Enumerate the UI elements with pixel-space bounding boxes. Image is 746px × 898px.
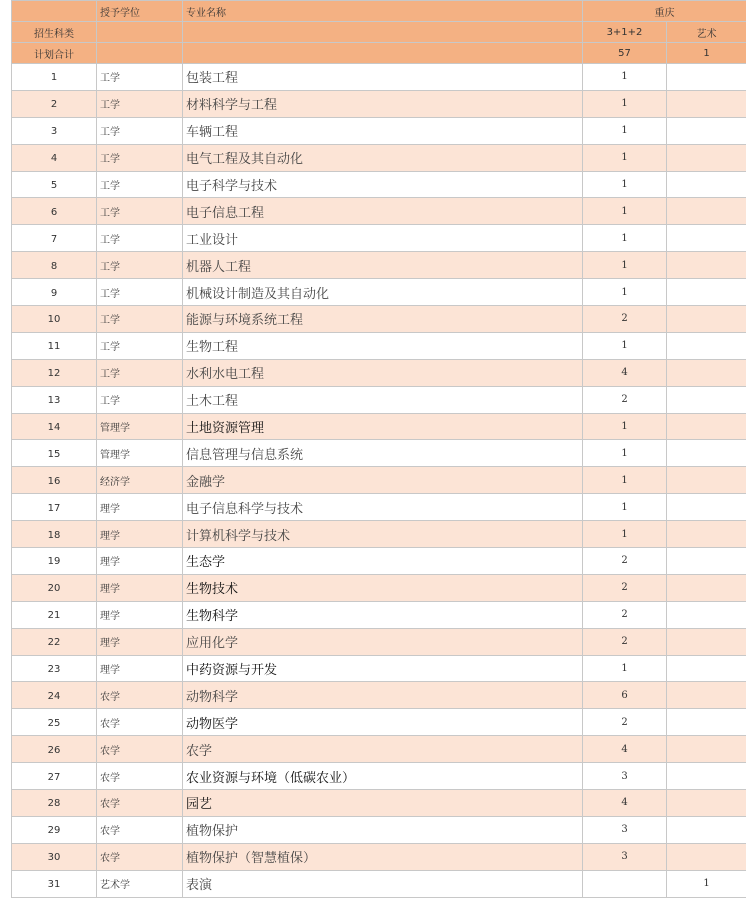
header-province-group: 重庆 — [583, 1, 746, 22]
row-major-name: 土地资源管理 — [183, 413, 583, 440]
row-major-name: 植物保护 — [183, 816, 583, 843]
table-row — [12, 494, 746, 521]
total-art: 1 — [667, 43, 746, 64]
row-plan-312: 2 — [583, 628, 667, 655]
row-plan-art — [667, 736, 746, 763]
row-major-name: 电子信息科学与技术 — [183, 494, 583, 521]
row-major-name: 机器人工程 — [183, 252, 583, 279]
row-major-name: 材料科学与工程 — [183, 90, 583, 117]
row-plan-312: 1 — [583, 655, 667, 682]
header-row-2 — [12, 22, 746, 43]
row-major-name: 金融学 — [183, 467, 583, 494]
row-degree: 理学 — [97, 628, 183, 655]
row-degree: 农学 — [97, 682, 183, 709]
row-plan-art — [667, 90, 746, 117]
row-degree: 农学 — [97, 763, 183, 790]
row-degree: 农学 — [97, 736, 183, 763]
row-plan-312: 4 — [583, 359, 667, 386]
row-number: 18 — [12, 521, 97, 548]
table-row — [12, 628, 746, 655]
row-major-name: 电气工程及其自动化 — [183, 144, 583, 171]
table-row — [12, 252, 746, 279]
row-degree: 工学 — [97, 386, 183, 413]
header-subject-art: 艺术 — [667, 22, 746, 43]
table-row — [12, 548, 746, 575]
table-row — [12, 198, 746, 225]
row-degree: 工学 — [97, 252, 183, 279]
header-row2-degree — [97, 22, 183, 43]
row-major-name: 包装工程 — [183, 64, 583, 91]
row-degree: 工学 — [97, 117, 183, 144]
row-major-name: 农学 — [183, 736, 583, 763]
header-category: 招生科类 — [12, 22, 97, 43]
row-plan-312: 1 — [583, 494, 667, 521]
header-cell-blank — [12, 1, 97, 22]
row-plan-art — [667, 816, 746, 843]
row-plan-art — [667, 574, 746, 601]
row-number: 13 — [12, 386, 97, 413]
table-row — [12, 332, 746, 359]
row-plan-art — [667, 709, 746, 736]
header-row2-name — [183, 22, 583, 43]
row-number: 10 — [12, 306, 97, 333]
row-major-name: 工业设计 — [183, 225, 583, 252]
row-degree: 工学 — [97, 171, 183, 198]
row-degree: 工学 — [97, 90, 183, 117]
row-number: 4 — [12, 144, 97, 171]
row-plan-312: 1 — [583, 440, 667, 467]
row-degree: 理学 — [97, 655, 183, 682]
row-plan-art — [667, 171, 746, 198]
row-number: 22 — [12, 628, 97, 655]
row-degree: 工学 — [97, 144, 183, 171]
row-degree: 工学 — [97, 64, 183, 91]
row-plan-312: 2 — [583, 574, 667, 601]
row-plan-312: 1 — [583, 144, 667, 171]
row-plan-312: 2 — [583, 386, 667, 413]
row-number: 3 — [12, 117, 97, 144]
row-major-name: 生物工程 — [183, 332, 583, 359]
row-number: 21 — [12, 601, 97, 628]
row-plan-art — [667, 117, 746, 144]
row-major-name: 应用化学 — [183, 628, 583, 655]
row-plan-art — [667, 628, 746, 655]
row-plan-312: 3 — [583, 843, 667, 870]
row-plan-art — [667, 279, 746, 306]
row-plan-312: 1 — [583, 198, 667, 225]
row-degree: 理学 — [97, 494, 183, 521]
row-plan-art — [667, 601, 746, 628]
row-plan-art — [667, 413, 746, 440]
row-number: 30 — [12, 843, 97, 870]
table-row — [12, 440, 746, 467]
row-degree: 经济学 — [97, 467, 183, 494]
row-degree: 理学 — [97, 601, 183, 628]
row-degree: 农学 — [97, 816, 183, 843]
table-row — [12, 279, 746, 306]
row-plan-art — [667, 252, 746, 279]
row-major-name: 车辆工程 — [183, 117, 583, 144]
row-major-name: 机械设计制造及其自动化 — [183, 279, 583, 306]
row-number: 26 — [12, 736, 97, 763]
row-plan-312: 3 — [583, 763, 667, 790]
table-row — [12, 386, 746, 413]
row-plan-art — [667, 521, 746, 548]
row-degree: 工学 — [97, 306, 183, 333]
row-plan-312: 4 — [583, 790, 667, 817]
table-row — [12, 816, 746, 843]
row-number: 8 — [12, 252, 97, 279]
row-number: 15 — [12, 440, 97, 467]
row-number: 2 — [12, 90, 97, 117]
row-number: 24 — [12, 682, 97, 709]
row-plan-312: 1 — [583, 332, 667, 359]
row-plan-312: 1 — [583, 225, 667, 252]
table-row — [12, 843, 746, 870]
row-plan-312: 1 — [583, 252, 667, 279]
row-plan-art — [667, 655, 746, 682]
row-major-name: 电子科学与技术 — [183, 171, 583, 198]
row-major-name: 中药资源与开发 — [183, 655, 583, 682]
row-degree: 工学 — [97, 279, 183, 306]
row-major-name: 生物科学 — [183, 601, 583, 628]
header-plan-total: 计划合计 — [12, 43, 97, 64]
row-degree: 农学 — [97, 843, 183, 870]
row-plan-art — [667, 144, 746, 171]
header-degree: 授予学位 — [97, 1, 183, 22]
row-plan-312: 4 — [583, 736, 667, 763]
header-row3-degree — [97, 43, 183, 64]
table-row — [12, 709, 746, 736]
row-major-name: 农业资源与环境（低碳农业） — [183, 763, 583, 790]
row-degree: 农学 — [97, 790, 183, 817]
table-row — [12, 359, 746, 386]
table-row — [12, 413, 746, 440]
row-plan-art — [667, 467, 746, 494]
row-number: 16 — [12, 467, 97, 494]
table-row — [12, 870, 746, 897]
header-subject-312: 3+1+2 — [583, 22, 667, 43]
row-plan-312: 2 — [583, 306, 667, 333]
row-degree: 工学 — [97, 198, 183, 225]
row-plan-art: 1 — [667, 870, 746, 897]
table-row — [12, 790, 746, 817]
row-number: 27 — [12, 763, 97, 790]
table-row — [12, 306, 746, 333]
row-degree: 理学 — [97, 521, 183, 548]
row-number: 25 — [12, 709, 97, 736]
row-major-name: 生态学 — [183, 548, 583, 575]
row-plan-312 — [583, 870, 667, 897]
row-plan-312: 1 — [583, 117, 667, 144]
row-number: 20 — [12, 574, 97, 601]
row-plan-art — [667, 332, 746, 359]
table-row — [12, 655, 746, 682]
row-plan-art — [667, 198, 746, 225]
table-row — [12, 601, 746, 628]
row-plan-art — [667, 682, 746, 709]
row-degree: 理学 — [97, 574, 183, 601]
row-number: 23 — [12, 655, 97, 682]
table-row — [12, 574, 746, 601]
row-degree: 工学 — [97, 359, 183, 386]
row-degree: 艺术学 — [97, 870, 183, 897]
enrollment-plan-table — [11, 0, 746, 898]
row-number: 7 — [12, 225, 97, 252]
row-plan-312: 6 — [583, 682, 667, 709]
row-major-name: 计算机科学与技术 — [183, 521, 583, 548]
row-plan-312: 1 — [583, 171, 667, 198]
row-major-name: 园艺 — [183, 790, 583, 817]
row-major-name: 水利水电工程 — [183, 359, 583, 386]
row-plan-art — [667, 494, 746, 521]
row-number: 19 — [12, 548, 97, 575]
row-plan-art — [667, 359, 746, 386]
row-plan-art — [667, 225, 746, 252]
row-number: 9 — [12, 279, 97, 306]
row-number: 6 — [12, 198, 97, 225]
row-plan-art — [667, 548, 746, 575]
row-major-name: 信息管理与信息系统 — [183, 440, 583, 467]
table-row — [12, 467, 746, 494]
row-number: 1 — [12, 64, 97, 91]
row-plan-art — [667, 440, 746, 467]
row-degree: 理学 — [97, 548, 183, 575]
row-number: 17 — [12, 494, 97, 521]
row-plan-art — [667, 386, 746, 413]
row-number: 14 — [12, 413, 97, 440]
table-row — [12, 225, 746, 252]
row-plan-312: 1 — [583, 521, 667, 548]
table-row — [12, 144, 746, 171]
row-plan-312: 1 — [583, 64, 667, 91]
row-degree: 工学 — [97, 332, 183, 359]
row-major-name: 动物医学 — [183, 709, 583, 736]
row-degree: 农学 — [97, 709, 183, 736]
header-major-name: 专业名称 — [183, 1, 583, 22]
row-degree: 管理学 — [97, 413, 183, 440]
table-row — [12, 736, 746, 763]
row-major-name: 植物保护（智慧植保） — [183, 843, 583, 870]
row-plan-312: 2 — [583, 601, 667, 628]
table-row — [12, 682, 746, 709]
row-major-name: 表演 — [183, 870, 583, 897]
header-row3-name — [183, 43, 583, 64]
row-plan-312: 1 — [583, 413, 667, 440]
row-plan-312: 1 — [583, 279, 667, 306]
row-plan-art — [667, 763, 746, 790]
row-plan-art — [667, 306, 746, 333]
row-plan-312: 2 — [583, 709, 667, 736]
header-row-total — [12, 43, 746, 64]
row-number: 5 — [12, 171, 97, 198]
row-major-name: 动物科学 — [183, 682, 583, 709]
row-plan-art — [667, 790, 746, 817]
row-plan-312: 1 — [583, 90, 667, 117]
table-row — [12, 90, 746, 117]
row-degree: 管理学 — [97, 440, 183, 467]
row-number: 29 — [12, 816, 97, 843]
row-degree: 工学 — [97, 225, 183, 252]
row-plan-312: 1 — [583, 467, 667, 494]
row-number: 31 — [12, 870, 97, 897]
row-major-name: 土木工程 — [183, 386, 583, 413]
row-number: 11 — [12, 332, 97, 359]
table-row — [12, 521, 746, 548]
table-row — [12, 763, 746, 790]
table-row — [12, 117, 746, 144]
row-major-name: 生物技术 — [183, 574, 583, 601]
header-row-1 — [12, 1, 746, 22]
row-plan-312: 2 — [583, 548, 667, 575]
row-major-name: 电子信息工程 — [183, 198, 583, 225]
total-312: 57 — [583, 43, 667, 64]
row-major-name: 能源与环境系统工程 — [183, 306, 583, 333]
table-row — [12, 171, 746, 198]
row-plan-312: 3 — [583, 816, 667, 843]
row-number: 28 — [12, 790, 97, 817]
row-plan-art — [667, 64, 746, 91]
row-plan-art — [667, 843, 746, 870]
row-number: 12 — [12, 359, 97, 386]
table-row — [12, 64, 746, 91]
